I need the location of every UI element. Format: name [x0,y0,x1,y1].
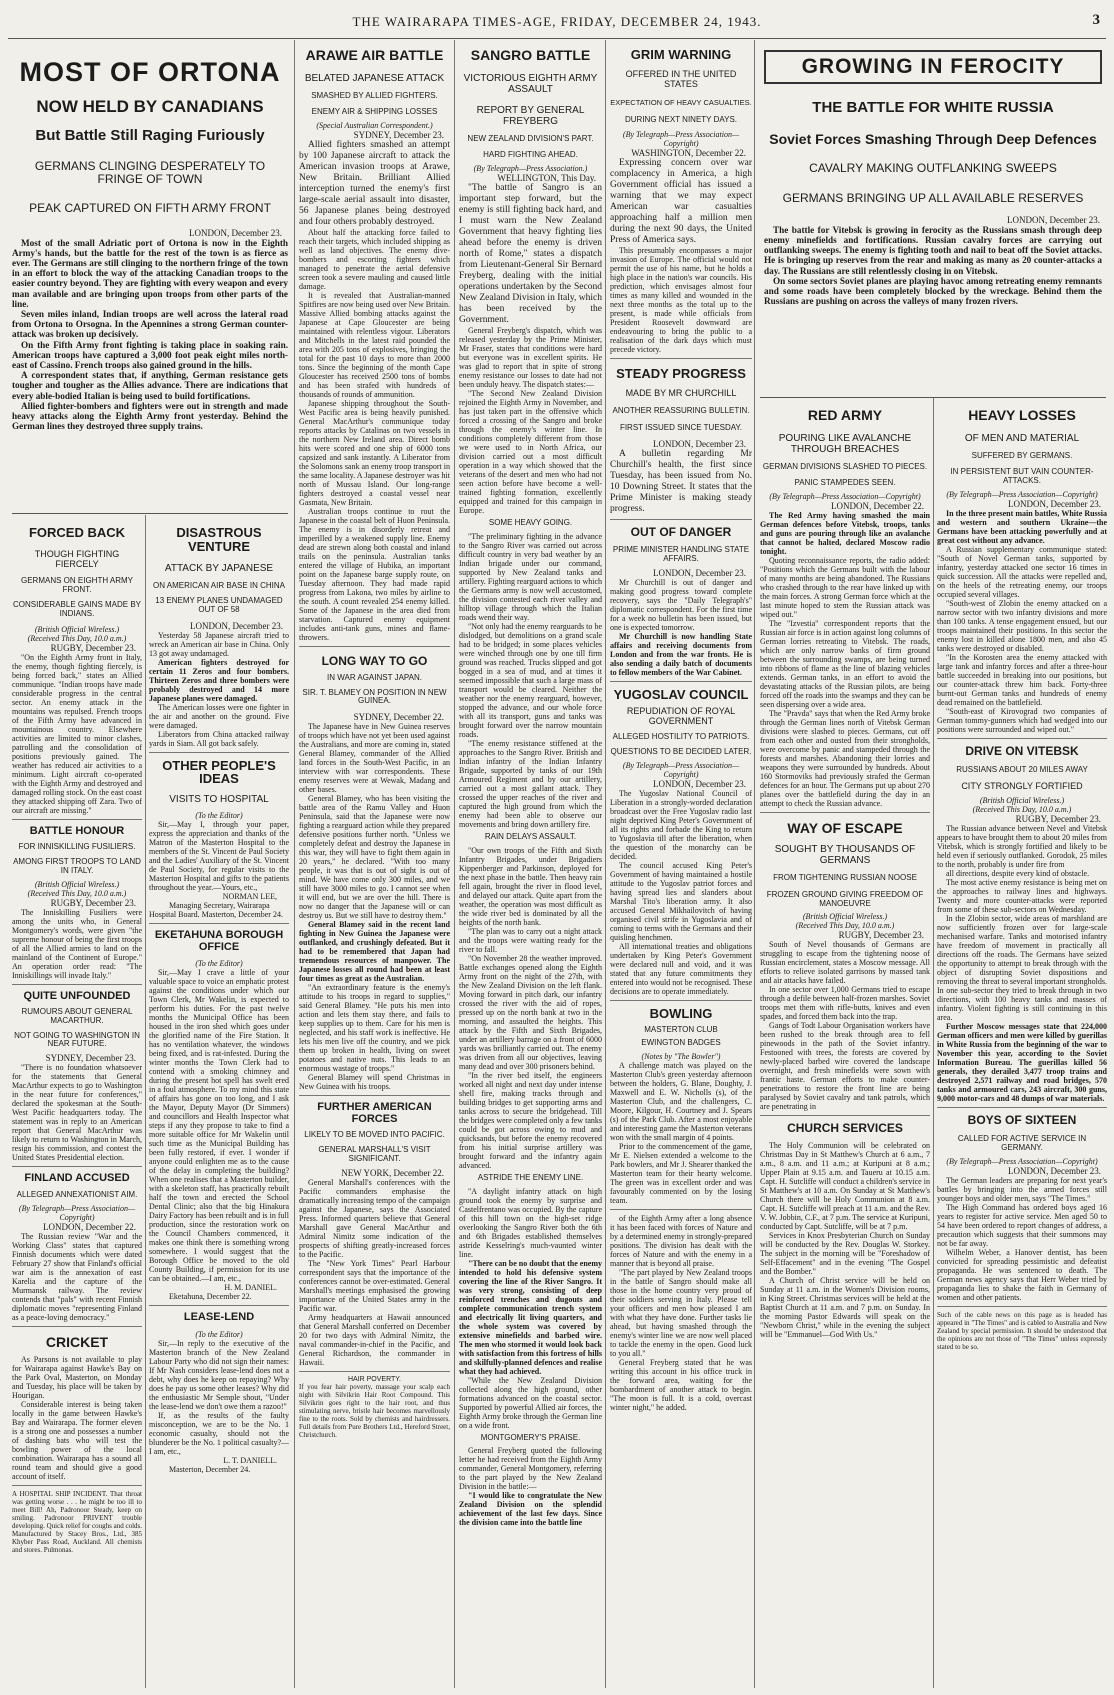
headline: MOST OF ORTONA [19,57,281,87]
paragraph: General Marshall's conferences with the Pacific commanders emphasise the dramatically increasing tempo of the campaign against the Japanese, says the Associated Press. Informed quarters believe that General Marshall gave General MacArthur and Admiral Nimitz some indication of the prospects of shifting greatly-increased forces to the Pacific. [299,1177,450,1259]
headline: CRICKET [45,1333,109,1350]
paragraph: About half the attacking force failed to reach their targets, which included shipping as well as land objectives. The enemy dive-bombers and escorting fighters which managed to penetrate the aerial defensive screen took a severe mauling and caused little damage. [299,228,450,292]
subheadline: EWINGTON BADGES [641,1038,721,1048]
paragraph: "On the Eighth Army front in Italy, the enemy, though fighting fiercely, is being forced back," states an Allied communique. "Indian troops have made considerable progress in the central sector. An enemy attack in the mountains was repulsed. French troops of the Fifth Army have advanced in mountainous country. Elsewhere activities are limited to minor clashes, patrolling and the consolidation of positions previously gained. The weather has reduced air activities to a minimum. Light aircraft co-operated with the Eighth Army and destroyed and damaged rolling stock. On the east coast they attacked shipping off Zara. Two of our aircraft are missing." [12,652,142,815]
dateline: SYDNEY, December 23. [353,130,444,141]
headline: BATTLE HONOUR [29,824,125,837]
received: (Received This Day, 10.0 a.m.) [27,888,127,898]
credit: (By Telegraph—Press Association—Copyright) [946,490,1098,500]
paragraph: "The plan was to carry out a night attack and the troops were waiting ready for the river to fall. [459,926,602,954]
subheadline: FROZEN GROUND GIVING FREEDOM OF MANOEUVRE [766,889,924,908]
column-left-2 [149,518,289,1688]
paragraph: Australian troops continue to rout the Japanese in the coastal belt of Huon Peninsula. The enemy is in disorderly retreat and imperilled by a weakened supply line. Enemy dead are strewn along both coastal and inland trails on the peninsula. Australian tanks entered the village of Hubika, an important point on the Japanese barge supply route, on Tuesday afternoon. They had made rapid progress from Lakona, two miles by airline to the south. A count revealed 254 enemy killed. Some of the Japanese in the area died from starvation. Captured enemy equipment includes anti-tank guns, mines and flame-throwers. [299,507,450,643]
dateline: RUGBY, December 23. [50,897,136,908]
subheadline: OFFERED IN THE UNITED STATES [625,68,737,89]
headline: FINLAND ACCUSED [24,1172,130,1185]
paragraph: A correspondent states that, if anything, German resistance gets tougher and tougher as the Allies advance. There are indications that every able-bodied Italian is being used to build fortifications. [12,370,288,401]
subheadline: CALLED FOR ACTIVE SERVICE IN GERMANY. [957,1133,1087,1152]
subheadline: GERMANS BRINGING UP ALL AVAILABLE RESERVES [782,190,1084,205]
subheadline: AMONG FIRST TROOPS TO LAND IN ITALY. [13,856,141,875]
subheadline: THE BATTLE FOR WHITE RUSSIA [812,99,1054,117]
credit: (By Telegraph—Press Association—Copyright) [622,760,740,779]
headline: DISASTROUS VENTURE [176,525,262,554]
paragraph: of the Eighth Army after a long absence it has been faced with forces of Nature and by a determined enemy in strongly-prepared positions. The division has dealt with the forces of Nature and with the enemy in a manner that is beyond all praise. [610,1214,752,1269]
paragraph: Quoting reconnaissance reports, the radio added: "Positions which the Germans built with the labour of many months are being abandoned. The Russians who crashed through to the rear have linked up with the main forces. A strong German force which at the last minute hoped to stem the Russian attack was wiped out." [760,556,930,620]
to-editor: (To the Editor) [195,959,243,969]
subheadline: SOUGHT BY THOUSANDS OF GERMANS [774,843,916,866]
paragraph: The Russian review "War and the Working Class" states that captured Finnish documents which were dated February 27 show that Finland's official war aim is the annexation of east Karelia and the capture of the Murmansk railway. The review contends that "pals" with recent Finnish diplomatic moves "representing Finland as a peace-loving democracy." [12,1231,142,1322]
subheadline: ENEMY AIR & SHIPPING LOSSES [311,107,438,117]
subheadline: IN PERSISTENT BUT VAIN COUNTER-ATTACKS. [950,467,1094,486]
subheadline: SMASHED BY ALLIED FIGHTERS. [311,90,438,100]
article-body [12,238,288,432]
paragraph: General Freyberg quoted the following letter he had received from the Eighth Army commander, General Montgomery, referring to the part played by the New Zealand Division in the battle:— [459,1446,602,1492]
crosshead: ASTRIDE THE ENEMY LINE. [477,1172,584,1182]
subheadline: GERMANS ON EIGHTH ARMY FRONT. [20,576,133,595]
headline: GROWING IN FEROCITY [801,55,1065,78]
dateline: RUGBY, December 23. [1015,814,1101,825]
headline: ARAWE AIR BATTLE [305,47,444,63]
headline: DRIVE ON VITEBSK [965,744,1079,759]
subheadline: FOR INNISKILLING FUSILIERS. [18,842,136,852]
paragraph: The Japanese have in New Guinea reserves of troops which have not yet been used against the Australians, and more are coming in, stated General Blamey, commander of the Allied land forces in the South-West Pacific, in an interview with war correspondents. These enemy reserves were at Wewak, Madang and other bases. [299,722,450,795]
credit: (By Telegraph—Press Association—Copyright) [622,130,740,149]
subheadline: MASTERTON CLUB [644,1025,718,1035]
column-rule [294,40,295,1688]
paragraph: Expressing concern over war complacency in America, a high Government official has issued a warning that we may expect American war casualties approaching half a million men during the next 90 days, the United Press of America says. [610,158,752,246]
subheadline: CONSIDERABLE GAINS MADE BY INDIANS. [12,600,142,618]
subheadline: 13 ENEMY PLANES UNDAMAGED OUT OF 58 [155,596,283,614]
paragraph: It is revealed that Australian-manned Spitfires are now being used over New Britain. Massive Allied bombing attacks against the Japanese at Cape Gloucester are being maintained with relentless vigour. Liberators and Mitchells in the latest raid pounded the area with 205 tons of explosives, bringing the total for the past 10 days to more than 2000 tons. Since the beginning of the month Cape Gloucester has received 2500 tons of bombs and has been strafed with hundreds of thousands of rounds of ammunition. [299,291,450,400]
paragraph: Sir,—In reply to the executive of the Masterton branch of the New Zealand Labour Party who did not sign their names: If Mr Nash considers lease-lend does not a debt, why does he keep on repaying? Why does he pay us some other leases? Why did the enthusiastic Mr Semple shout, "Under the lease-lend we don't owe them a razoo!" [149,1338,289,1411]
paragraph: "Not only had the enemy rearguards to be dislodged, but demolitions on a grand scale had to be bridged; in some places vehicles were winched through one by one till firm ground was reached. Trucks slipped and got bogged in a sea of mud, and at times it seemed impossible that such a large mass of transport would be cleared. Neither the weather nor the enemy rearguard, however, stopped the advance, and our whole force with all its transport, guns and tanks was brought forward over the narrow mountain roads. [459,622,602,740]
masthead-rule [8,38,1106,39]
signature-detail: Managing Secretary, Wairarapa Hospital Board. Masterton, December 24. [149,900,283,919]
subheadline: BELATED JAPANESE ATTACK [304,72,445,84]
paragraph: The Red Army having smashed the main German defences before Vitebsk, troops, tanks and guns are pouring through like an avalanche that cannot be halted, declared Moscow radio tonight. [760,511,930,557]
subheadline: ALLEGED ANNEXATIONIST AIM. [16,1189,138,1199]
column-2 [299,44,450,1688]
dateline: WASHINGTON, December 22. [631,148,746,159]
headline: FORCED BACK [28,525,126,540]
dateline: LONDON, December 22. [831,501,924,512]
credit: (British Official Wireless.) [979,796,1065,806]
paragraph: The battle for Vitebsk is growing in ferocity as the Russians smash through deep enemy minefields and fortifications. Russian cavalry forces are carrying out outflanking sweeps. The enemy is fighting tooth and nail to beat off the Soviet attacks. He is bringing up reserves from the rear and making as many as 20 counter-attacks a day. The Russians are still relentlessly closing in on Vitebsk. [764,224,1102,276]
signature: NORMAN LEE, [222,891,277,901]
subheadline: RUSSIANS ABOUT 20 MILES AWAY [956,764,1088,774]
headline-box [764,50,1102,84]
paragraph: Gangs of Todt Labour Organisation workers have been rushed to the break through area to fell pinewoods in the path of the Soviet infantry. Festooned with trees, the forests are covered by newly-placed barbed wire covered the landscape overnight, and fresh minefields were sown with frantic haste. German efforts to make counter-penetrations to restore the front line are being paralysed by Soviet cavalry and tank patrols, which are penetrating in [760,1021,930,1112]
dateline: WELLINGTON, This Day. [497,173,596,184]
paragraph: General Freyberg stated that he was writing this account in his office truck in the forward area, waiting for the bombardment of another attack to begin. "The moon is full. It is a cold, overcast winter night," he added. [610,1358,752,1413]
paragraph: "On November 28 the weather improved. Battle exchanges opened along the Eighth Army front on the night of the 27th, with the New Zealand Division on the left flank. Moving forward in pitch dark, our infantry crossed the river with the aid of ropes, pressed up on the north bank at two in the morning, and assaulted the heights. This attack by the Fifth and Sixth Brigades, under an artillery barrage on a front of 6000 yards was brilliantly carried out. The enemy was driven from all our objectives, leaving many dead and over 300 prisoners behind. [459,953,602,1071]
credit: (By Telegraph—Press Association—Copyright) [946,1156,1098,1166]
headline: STEADY PROGRESS [616,366,746,382]
subheadline: VICTORIOUS EIGHTH ARMY ASSAULT [463,72,598,95]
signature: L. T. DANIELL. [223,1455,277,1465]
subheadline: POURING LIKE AVALANCHE THROUGH BREACHES [778,432,912,455]
to-editor: (To the Editor) [195,1329,243,1339]
paragraph: Japanese shipping throughout the South-West Pacific area is being heavily punished. General MacArthur's communique today reports attacks by Catalinas on two vessels in the northern New Ireland area. Direct bomb hits were scored and one ship of 6000 tons capsized and sank instantly. A Liberator from the Solomons sank an enemy troop transport in the same locality. A Japanese destroyer was hit north of Mussau Island. Our long-range fighters destroyed a coastal vessel near Gasmata, New Britain. [299,399,450,508]
advertisement: A HOSPITAL SHIP INCIDENT. That throat was getting worse . . . he might be too ill to meet Bill! Ah, Padronoor Steady, keep on smiling. Padronoor PRIVENT trouble developing. Quick relief for coughs and colds. Manufactured by Stacey Bros., Ltd., 385 Khyber Pass Road, Auckland. All chemists and stores. Pulmonas. [12,1490,142,1555]
column-rule [754,40,755,1688]
dateline: LONDON, December 23. [1008,1165,1101,1176]
received: (Received This Day, 10.0 a.m.) [795,921,895,931]
subheadline: LIKELY TO BE MOVED INTO PACIFIC. [304,1130,445,1140]
subheadline: SIR. T. BLAMEY ON POSITION IN NEW GUINEA. [302,687,447,706]
paragraph: General Freyberg's dispatch, which was released yesterday by the Prime Minister, Mr Fraser, states that conditions were hard but everyone was in excellent spirits. He was glad to report that in spite of strong enemy resistance our losses to date had not been unduly heavy. The dispatch states:— [459,326,602,390]
dateline: RUGBY, December 23. [838,930,924,941]
headline: BOYS OF SIXTEEN [967,1113,1077,1128]
paragraph: On the Fifth Army front fighting is taking place in soaking rain. American troops have captured a 3,000 foot peak eight miles north-east of Cassino. French troops also gained ground in the hills. [12,339,288,370]
dateline: LONDON, December 23. [653,567,746,578]
subheadline: GERMANS CLINGING DESPERATELY TO FRINGE OF TOWN [34,158,266,187]
paragraph: A Russian supplementary communique stated: "South of Novel German tanks, supported by infantry, yesterday attacked one sector 16 times in quick succession. All the attacks were repelled and, on the heels of the retreating enemy, our troops occupied several villages. [937,545,1107,600]
dateline: LONDON, December 23. [653,438,746,449]
paragraph: Further Moscow messages state that 224,000 German officers and men were killed by guerillas in White Russia from the beginning of the war to November this year, according to the Soviet Information Bureau. The guerillas killed 56 generals, they derailed 3,477 troop trains and destroyed 2,571 railway and road bridges, 570 tanks and armoured cars, 243 aircraft, 300 guns, 9,000 motor-cars and 48 dumps of war materials. [937,1022,1107,1104]
subheadline: DURING NEXT NINETY DAYS. [624,114,738,124]
headline: CHURCH SERVICES [787,1121,903,1136]
paragraph: All international treaties and obligations undertaken by King Peter's Government were declared null and void, and it was stated that any future commitments they entered into would not be recognised. These decisions are to operate immediately. [610,941,752,996]
paragraph: "In the river bed itself, the engineers worked all night and next day under intense shell fire, making tracks through and building bridges to get supporting arms and tanks across to secure the bridgehead. Till the bridges were completed only a few tanks could be got across owing to mud and quicksands, but before the enemy recovered from his initial surprise artillery was brought forward and the infantry again advanced. [459,1070,602,1170]
paragraph: "I would like to congratulate the New Zealand Division on the splendid achievement of the last few days. Since the division came into the battle line [459,1491,602,1528]
headline: HEAVY LOSSES [968,407,1076,423]
paragraph: General Blamey, who has been visiting the battle area of the Ramu Valley and Huon Peninsula, said that the Japanese were now fighting a rearguard action while they prepared defensive positions further north. "Unless we completely defeat and destroy the Japanese in this war, they will have to fight them again in 20 years," he declared. "With too many people, it was that is out of sight is out of mind. We have come only 300 miles, and we still have 3000 miles to go. I cannot see when it will end, but we are over the hill. There is now no danger that the Japanese will or can destroy us. But we still have to destroy them." [299,794,450,921]
paragraph: Yesterday 58 Japanese aircraft tried to wreck an American air base in China. Only 13 got away undamaged. [149,630,289,658]
subheadline: THOUGH FIGHTING FIERCELY [34,548,120,569]
paragraph: A challenge match was played on the Masterton Club's green yesterday afternoon between the holders, G. Blane, Doughty, J. Maxwell and E. W. Nicholls (s), of the Masterton Club, and the challengers, C. Moore, Kilgour, H. Courtney and J. Spears (s) of the Park Club. After a most enjoyable and interesting game the Masterton veterans won with the small margin of 4 points. [610,1061,752,1143]
paragraph: "The preliminary fighting in the advance to the Sangro River was carried out across difficult country in very bad weather by an Indian brigade under our command, supported by New Zealand tanks and artillery. Fighting rearguard actions to which the Germans army is now well accustomed, the division contested each river valley and hilltop village through which the Italian roads wend their way. [459,532,602,623]
paragraph: The Inniskilling Fusiliers were among the units who, in General Montgomery's words, were given "the supreme honour of being the first troops of all the Allied armies to land on the mainland of the Continent of Europe." An operation order read: "The Inniskillings will invade Italy." [12,907,142,980]
subheadline: OF MEN AND MATERIAL [964,432,1080,444]
signature-detail: Masterton, December 24. [169,1464,251,1474]
credit: (British Official Wireless.) [802,912,888,922]
paragraph: The "New York Times" Pearl Harbour correspondent says that the importance of the conferences cannot be over-estimated. General Marshall's meetings emphasised the growing importance of the United States army in the Pacific war. [299,1258,450,1313]
paragraph: The American losses were one fighter in the air and another on the ground. Five were damaged. [149,702,289,730]
paragraph: "The Second New Zealand Division rejoined the Eighth Army in November, and has just taken part in the offensive which forced a crossing of the Sangro and broke through the enemy's winter line. In conditions completely different from those we were used to in North Africa, our division carried out a most difficult operation in a way which showed that the veterans of the desert and men who had not seen action before have become a well-trained fighting formation, excellently equipped and trained for this campaign in Europe. [459,389,602,516]
article-growing [760,44,1106,396]
paragraph: "South-east of Kirovograd two companies of German tommy-gunners which had wedged into our positions were surrounded and wiped out." [937,707,1107,735]
subheadline: QUESTIONS TO BE DECIDED LATER. [610,747,752,756]
column-5 [760,402,930,1688]
column-3-sangro [459,44,602,1688]
to-editor: (To the Editor) [195,810,243,820]
headline: WAY OF ESCAPE [787,820,903,837]
subheadline: ANOTHER REASSURING BULLETIN. [612,406,750,415]
paragraph: Sir,—May I crave a little of your valuable space to voice an emphatic protest against the conditions under which our Town Clerk, Mr Wakelin, is expected to perform his duties. For the past twelve months the Municipal Office has been housed in the iron shed which goes under the glorified name of the Fire Station. It has no ventilation whatever, the windows being fixed, and is rat-infested. During the winter months the Town Clerk had to contend with a smoking chimney and during the present hot spell has swelt ered in a foul atmosphere. To my mind this state of affairs has gone on too long, and I ask the Mayor, Deputy Mayor (Dr Simmers) and councillors and Health Inspector what steps if any they propose to take to find a more suitable office for Mr Wakelin until such time as the Municipal Building has been fully restored, if ever. I wonder if anyone could enlighten me as to the cause of the delay in completing the building? When one realises that a Masterton builder, with a skeleton staff, has practically rebuilt half the town and erected the School Dental Clinic; also that the big Hinakura Dairy Factory has been rebuilt and is in full production, since the restoration work on the Council Chambers commenced, it makes one think there is something wrong somewhere. I would suggest that the Borough Office be moved to the old County Building, if permission for its use can be obtained.—I am, etc., [149,968,289,1284]
paragraph: Mr Churchill is out of danger and making good progress toward complete recovery, says the "Daily Telegraph's" diplomatic correspondent. For the first time for a week no bulletin has been issued, but one is expected tomorrow. [610,577,752,632]
subheadline: GENERAL MARSHALL'S VISIT SIGNIFICANT. [318,1145,431,1163]
advertisement: If you fear hair poverty, massage your scalp each night with Silvikrin Hair Root Compound. This Silvikrin goes right to the hair root, and thus stimulating nerve, bristle hair becomes marvellously fine to the roots. Sold by chemists and hairdressers. Full details from Pure Brothers Ltd., Hereford Street, Christchurch. [299,1383,450,1440]
paragraph: Prior to the commencement of the game, Mr E. Nielsen extended a welcome to the Park bowlers, and Mr J. Shearer thanked the Masterton team for their hearty welcome. The green was in excellent order and was favourably commented on by the losing team. [610,1142,752,1206]
subheadline: RUMOURS ABOUT GENERAL MACARTHUR. [21,1007,133,1025]
subheadline: ON AMERICAN AIR BASE IN CHINA [152,581,286,591]
paragraph: "South-west of Zlobin the enemy attacked on a narrow sector with two infantry divisions and more than 100 tanks. A tense engagement ensued, but our troops maintained their positions. In this sector the enemy lost in killed alone 1800 men, and also 45 tanks were destroyed or disabled. [937,599,1107,654]
paragraph: Wilhelm Weber, a Hanover dentist, has been convicted for spreading pessimistic and defeatist propaganda. He was sentenced to death. The German news agency says that Herr Weber tried by propaganda lies to shake the faith in Germany of women and other patients. [937,1247,1107,1302]
paragraph: In the three present main battles, White Russia and western and southern Ukraine—the Germans have been attacking powerfully and at great cost without any advance. [937,509,1107,546]
subheadline: Soviet Forces Smashing Through Deep Defences [769,130,1097,147]
paragraph: "A daylight infantry attack on high ground took the enemy by surprise and Castelfrentano was occupied. By the capture of this hill town on the high-set ridge overlooking the Sangro River both the 6th and 6th Brigades established themselves astride Kesselring's much-vaunted winter line. [459,1186,602,1259]
copyright-note: Such of the cable news on this page as is headed has appeared in "The Times" and is cabled to Australia and New Zealand by special permission. It should be understood that the opinions are not those of "The Times" unless expressly stated to be so. [937,1310,1107,1351]
paragraph: Army headquarters at Hawaii announced that General Marshall conferred on December 20 for two days with Admiral Nimitz, the naval commander-in-chief in the Pacific, and General Richardson, the commander in Hawaii. [299,1312,450,1367]
paragraph: Most of the small Adriatic port of Ortona is now in the Eighth Army's hands, but the battle for the rest of the town is as fierce as ever. The Germans are still clinging to the northern fringe of the town in an effort to block the way of the attacking Canadian troops to the easier country beyond. They are fighting with every weapon and every man available and are bringing upon troops from other parts of the line. [12,237,288,309]
headline: QUITE UNFOUNDED [23,989,131,1002]
crosshead: SOME HEAVY GOING. [488,518,573,528]
subheadline: REPUDIATION OF ROYAL GOVERNMENT [626,706,736,727]
headline: GRIM WARNING [630,47,732,62]
paragraph: "An extraordinary feature is the enemy's attitude to his troops in regard to supplies," said General Blamey. "He puts his men into action and lets them stay there, and fails to keep supplies up to them. Care for his men is neglected, and his staff work is ineffective. He lets his men live off the country, and we pick them up broken in health, living on sweet potatoes and native nuts. This leads to an enormous wastage of troops." [299,983,450,1074]
paragraph: "There is no foundation whatsoever for the statements that General MacArthur expects to go to Washington in the near future for conferences," declared the spokesman at the South-West Pacific headquarters today. The statement was in reply to an American report that General MacArthur was likely to return to Washington in March, resign his commission, and contest the United States Presidential election. [12,1063,142,1163]
paragraph: General Blamey will spend Christmas in New Guinea with his troops. [299,1073,450,1092]
headline: EKETAHUNA BOROUGH OFFICE [154,928,284,953]
paragraph: If, as the results of the faulty misconception, we are to be the No. 1 economic casualty, should not the blunderer be the No. 1 political casualty?—I am, etc., [149,1410,289,1456]
masthead [0,14,1114,34]
masthead-title: THE WAIRARAPA TIMES-AGE, FRIDAY, DECEMBER 24, 1943. [352,14,762,29]
subheadline: REPORT BY GENERAL FREYBERG [476,104,585,127]
column-rule [454,40,455,1688]
subheadline: VISITS TO HOSPITAL [169,793,269,805]
subheadline: NEW ZEALAND DIVISION'S PART. [467,133,594,143]
headline: OTHER PEOPLE'S IDEAS [162,757,276,787]
paragraph: The High Command has ordered boys aged 16 years to register for active service. Men aged 50 to 54 have been ordered to report changes of address, a precaution which suggests that their summons may not be far away. [937,1202,1107,1248]
paragraph: As Parsons is not available to play for Wairarapa against Hawke's Bay on the Park Oval, Masterton, on Monday and Tuesday, his place will be taken by Hourigan. [12,1355,142,1401]
signature: H. M. DANIEL. [224,1283,277,1293]
crosshead: MONTGOMERY'S PRAISE. [480,1432,581,1442]
paragraph: "The enemy resistance stiffened at the approaches to the Sangro River. British and Indian infantry of the Indian Infantry Brigade, supported by tanks of our 19th Armoured Regiment and by our artillery, carried out a most gallant attack. They crossed the upper reaches of the river and captured the high ground from which the enemy had been able to observe our movements and bring down artillery fire. [459,739,602,830]
paragraph: On some sectors Soviet planes are playing havoc among retreating enemy remnants and some roads have been completely blocked by the wreckage. Behind them the Russians are pushing on across the valleys of many frozen rivers. [764,275,1102,307]
paragraph: "Our own troops of the Fifth and Sixth Infantry Brigades, under Brigadiers Kippenberger and Parkinson, deployed for the next phase in the battle. Then heavy rain fell again, brought the river in flood level, and delayed our attack. Quite apart from the weather, the operation was most difficult as the wide river bed is dominated by all the heights of the north bank. [459,845,602,927]
credit: (By Telegraph—Press Association—Copyright) [769,492,921,502]
dateline: SYDNEY, December 23. [45,1053,136,1064]
paragraph: "The part played by New Zealand troops in the battle of Sangro should make all those in the home country very proud of their soldiers serving in Italy. Please tell your officers and men how pleased I am with what they have done. Further tasks lie ahead, but having smashed through the enemy's winter line we are now well placed to tackle the enemy in the open. Good luck to you all." [610,1268,752,1359]
paragraph: South of Nevel thousands of Germans are struggling to escape from the tightening noose of Russian encirclement, states a Moscow message. All efforts to relieve isolated garrisons by massed tank and air attacks have failed. [760,940,930,986]
dateline: LONDON, December 23. [1007,214,1100,225]
paragraph: A Church of Christ service will be held on Sunday at 11 a.m. in the Women's Division rooms, in King Street. Christmas services will be held at the Baptist Church at 11 a.m. and 7 p.m. on Sunday. In the morning Pastor Edwards will speak on the "Newborn Christ," while in the evening the subject will be "Emmanuel—God With Us." [760,1275,930,1339]
headline: YUGOSLAV COUNCIL [613,686,749,702]
headline: LEASE-LEND [183,1311,255,1324]
dateline: LONDON, December 23. [653,778,746,789]
paragraph: Sir,—May I, through your paper, express the appreciation and thanks of the Matron of the Masterton Hospital to the members of the St. Vincent de Paul Society and the Ladies' Auxiliary of the St. Vincent de Paul Society, for regular visits to the Masterton Hospital and gifts to the patients throughout the year.—Yours, etc., [149,819,289,892]
subheadline: IN WAR AGAINST JAPAN. [327,672,422,682]
credit: (Notes by "The Bowler") [641,1052,721,1062]
subheadline: But Battle Still Raging Furiously [35,127,265,145]
subheadline: MADE BY MR CHURCHILL [625,388,737,399]
paragraph: Considerable interest is being taken locally in the game between Hawke's Bay and Wairarapa. The former eleven is a strong one and possesses a number of dashing bats who will test the bowling power of the local combination. Wairarapa has a sound all round team and should give a good account of itself. [12,1400,142,1482]
paragraph: The Yugoslav National Council of Liberation in a strongly-worded declaration broadcast over the Free Yugoslav radio last night deprived King Peter's Government of all its rights and forbade the King to return to Yugoslavia till after the liberation, when the question of the monarchy can be decided. [610,788,752,861]
subheadline: NOT GOING TO WASHINGTON IN NEAR FUTURE. [14,1030,140,1049]
paragraph: The "Pravda" says that when the Red Army broke through the German lines north of Vitebsk German divisions were slashed to pieces. Germans, cut off from each other and ousted from their strongholds, were overcome by panic and stampeded through the forests and marshes. Abandoning their lorries and weapons they were surrounded by hundreds. About 160 Stormoviks had previously strafed the German defences for an hour. The Germans put up about 270 planes over the battlefield during the day in an attempt to check the Russian advance. [760,709,930,809]
column-rule [145,515,146,1688]
subheadline: CITY STRONGLY FORTIFIED [961,781,1083,792]
column-left [12,518,142,1688]
dateline: RUGBY, December 23. [50,642,136,653]
subheadline: CAVALRY MAKING OUTFLANKING SWEEPS [809,161,1057,176]
subheadline: FIRST ISSUED SINCE TUESDAY. [619,422,743,432]
paragraph: Liberators from China attacked railway yards in Siam. All got back safely. [149,729,289,748]
headline: BOWLING [649,1005,713,1021]
dateline: LONDON, December 23. [190,620,283,631]
paragraph: Mr Churchill is now handling State affairs and receiving documents from London and from the war fronts. He is also sending a daily batch of documents to fellow members of the War Cabinet. [610,631,752,677]
subheadline: HARD FIGHTING AHEAD. [483,150,578,160]
credit: (By Telegraph—Press Association—Copyright) [18,1203,136,1222]
credit: (British Official Wireless.) [34,879,120,889]
paragraph: "There can be no doubt that the enemy intended to hold his defensive system covering the line of the River Sangro. It was very strong, consisting of deep reinforced trenches and dugouts and complete communication trench system and electrically lit living quarters, and the whole system was covered by extensive minefields and barbed wire. The men who stormed it would look back with satisfaction from this fortress of hills and skilfully-planned defences and realise what they had achieved. [459,1258,602,1376]
paragraph: General Blamey said in the recent land fighting in New Guinea the Japanese were outflanked, and crushingly defeated. But it had to be remembered that Japan had tremendous resources of manpower. The Japanese losses all round had been at least four times as great as the Australian. [299,920,450,984]
subheadline: NOW HELD BY CANADIANS [36,97,264,117]
paragraph: Services in Knox Presbyterian Church on Sunday will be conducted by the Rev. Douglas W. Storkey. The subject in the morning will be "Foreshadow of Self-Effacement" and in the evening "The Gospel and the Bomber." [760,1230,930,1276]
paragraph: Seven miles inland, Indian troops are well across the lateral road from Ortona to Orsogna. In the Apennines a strong German counter-attack was broken up decisively. [12,308,288,340]
page-number: 3 [1092,12,1100,28]
dateline: LONDON, December 23. [1008,499,1101,510]
credit: (Special Australian Correspondent.) [316,121,433,131]
signature-detail: Eketahuna, December 22. [169,1292,252,1302]
crosshead: RAIN DELAYS ASSAULT. [484,832,577,842]
received: (Received This Day, 10.0 a.m.) [27,633,127,643]
subheadline: ATTACK BY JAPANESE [164,563,274,575]
paragraph: The council accused King Peter's Government of having maintained a hostile attitude to the Yugoslav patriot forces and having spread lies and slanders about Marshal Tito's liberation army. It also accused General Mikhailovitch of having organised civil strife in Yugoslavia and of coming to terms with the Germans and their quisling henchmen. [610,860,752,942]
advert-heading: HAIR POVERTY. [347,1375,402,1383]
paragraph: The most active enemy resistance is being met on the approaches to railway lines and highways. Twenty and more counter-attacks were reported from some of these sub-sectors on Wednesday. [937,878,1107,915]
headline: SANGRO BATTLE [470,47,591,63]
paragraph: American fighters destroyed for certain 11 Zeros and four bombers. Thirteen Zeros and three bombers were probably destroyed and 14 more Japanese planes were damaged. [149,657,289,703]
headline: RED ARMY [807,407,883,423]
credit: (By Telegraph—Press Association.) [473,164,588,174]
subheadline: PRIME MINISTER HANDLING STATE AFFAIRS. [612,545,750,563]
paragraph: This presumably encompasses a major invasion of Europe. The official would not permit the use of his name, but he holds a high place in the nation's war councils. His prediction, which envisages almost four times as many killed and wounded in the next three months as the total up to the present, is made while officials from President Roosevelt downward are endeavouring to bring the public to a realisation of the dark days which must precede victory. [610,246,752,355]
paragraph: In one sector over 1,000 Germans tried to escape through a defile between half-frozen marshes. Soviet troops met them with rifle-butts, knives and even spades, and forced them back into the trap. [760,985,930,1022]
column-4 [610,44,752,1688]
dateline: NEW YORK, December 22. [341,1167,444,1178]
subheadline: FROM TIGHTENING RUSSIAN NOOSE [773,872,917,882]
paragraph: all directions, despite every kind of obstacle. [946,869,1090,879]
article-ortona [12,44,288,512]
headline: LONG WAY TO GO [321,654,428,669]
paragraph: The Holy Communion will be celebrated on Christmas Day in St Matthew's Church at 6 a.m., 7 a.m., 8 a.m. and 11 a.m.; at Kuripuni at 8 a.m.; Upper Plain at 9.15 a.m. and Taueru at 10.15 a.m. Capt. H. Sutcliffe will conduct a children's service in St Matthew's at 10 a.m. On Sunday at St Matthew's Church there will be Holy Communion at 8 a.m. Capt. H. Sutcliffe will preach at 11 a.m. and the Rev. V. W. Jobbin, C.F., at 7 p.m. The service at Kuripuni, conducted by Capt. Sutcliffe, will be at 7 p.m. [760,1140,930,1231]
subheadline: EXPECTATION OF HEAVY CASUALTIES. [610,98,752,108]
paragraph: The German leaders are preparing for next year's battles by bringing into the armed forces still younger boys and older men, says "The Times." [937,1175,1107,1203]
credit: (British Official Wireless.) [34,624,120,634]
column-rule [605,40,606,1688]
subheadline: SUFFERED BY GERMANS. [971,450,1073,460]
column-6 [937,402,1107,1688]
paragraph: Allied fighters smashed an attempt by 100 Japanese aircraft to attack the American invasion troops at Arawe, New Britain. Brilliant Allied interception turned the enemy's first large-scale aerial assault into disaster, 56 Japanese planes being destroyed and four others probably destroyed. [299,140,450,228]
paragraph: The "Izvestia" correspondent reports that the Russian air force is in action against long columns of German lorries retreating to Vitebsk. The roads, which are only narrow banks of firm ground between the surrounding swamps, are being turned into ribbons of flame as the line of blazing vehicles extends. German tanks, in an effort to avoid the devastating attacks of the Russian pilots, are being forced off the roads into the swamps and they can be seen dispersing over a wide area. [760,619,930,710]
article-rule [12,513,288,514]
article-rule [760,397,1106,398]
paragraph: "While the New Zealand Division collected along the high ground, other formations advanced on the coastal sector. Supported by powerful Allied air forces, the Eighth Army broke through the German line on a wide front. [459,1375,602,1430]
paragraph: Allied fighter-bombers and fighters were out in strength and made heavy attacks along the Eighth Army front yesterday. Behind the German lines they destroyed three supply trains. [12,400,288,432]
paragraph: The Russian advance between Nevel and Vitebsk appears to have brought them to about 20 miles from Vitebsk, which is strongly fortified and likely to be held even if seriously outflanked. Gorodok, 25 miles to the north, probably is under fire from [937,824,1107,870]
subheadline: PANIC STAMPEDES SEEN. [794,478,896,488]
received: (Received This Day, 10.0 a.m.) [972,805,1072,815]
headline: FURTHER AMERICAN FORCES [317,1101,432,1125]
paragraph: In the Zlobin sector, wide areas of marshland are now sufficiently frozen over for large-scale mechanised warfare. Tanks and motorised infantry have freedom of movement in practically all directions off the roads. The Germans have seized the opportunity to attempt to break through with the object of disrupting Soviet dispositions and removing the threat to several important strongholds. In one sub-sector they tried to break through in two directions, with 100 heavy tanks and masses of infantry. Violent fighting is still continuing in this area. [937,914,1107,1023]
column-rule [933,398,934,1688]
headline: OUT OF DANGER [630,524,732,539]
dateline: LONDON, December 23. [189,227,282,238]
dateline: LONDON, December 22. [43,1221,136,1232]
paragraph: "In the Korosten area the enemy attacked with large tank and infantry forces and after a three-hour battle succeeded in breaking into our positions, but our counter-attack threw him back. Forty-three burnt-out German tanks and hundreds of enemy dead remained on the battlefield. [937,653,1107,708]
subheadline: PEAK CAPTURED ON FIFTH ARMY FRONT [29,201,271,216]
paragraph: A bulletin regarding Mr Churchill's health, the first since Tuesday, has been issued from No. 10 Downing Street. It states that the Prime Minister is making steady progress. [610,448,752,514]
paragraph: "The battle of Sangro is an important step forward, but the enemy is still fighting back hard, and I must warn the New Zealand Government that heavy fighting lies ahead before the enemy is driven north of Rome," states a dispatch from Lieutenant-General Sir Bernard Freyberg, dealing with the initial operations undertaken by the Second New Zealand Division in Italy, which has been received by the Government. [459,183,602,326]
dateline: SYDNEY, December 22. [353,712,444,723]
subheadline: ALLEGED HOSTILITY TO PATRIOTS. [612,732,750,742]
subheadline: GERMAN DIVISIONS SLASHED TO PIECES. [762,461,928,471]
